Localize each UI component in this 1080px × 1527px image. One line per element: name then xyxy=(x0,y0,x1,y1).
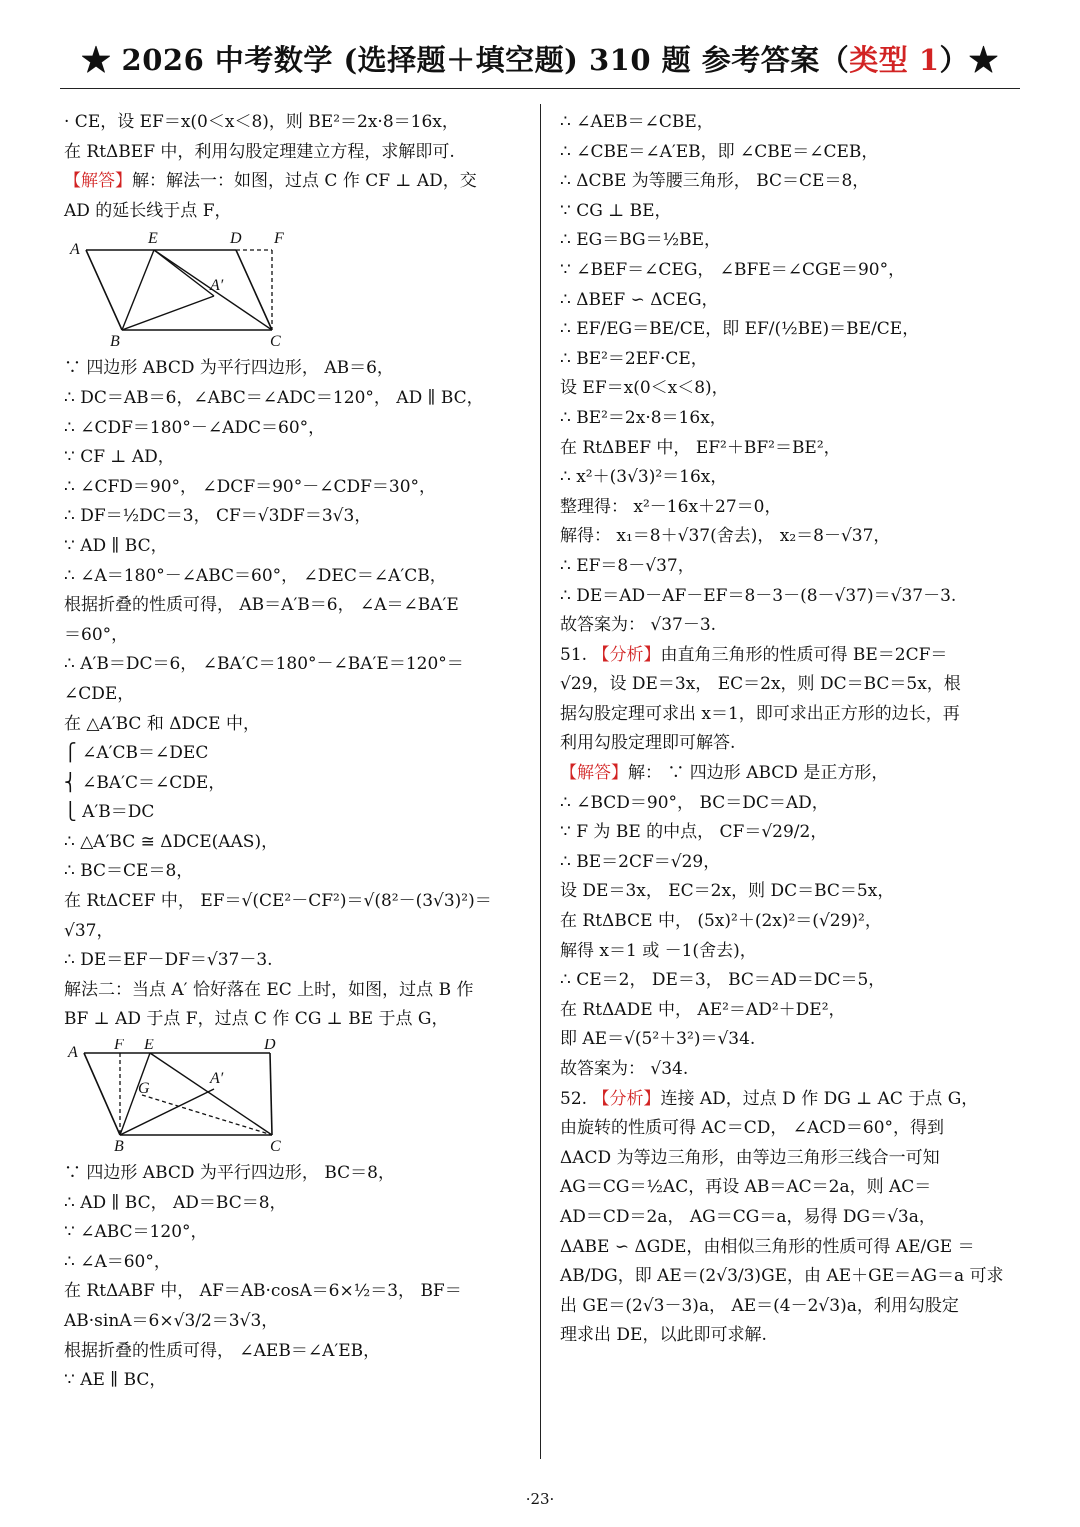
answer-line xyxy=(64,167,526,197)
solution-line: ∴ ∠CDF＝180°－∠ADC＝60°， xyxy=(64,417,326,438)
solution-line: ＝60°， xyxy=(64,624,129,645)
solution-line: ∴ ΔCBE 为等腰三角形， BC＝CE＝8， xyxy=(560,171,870,192)
fig2-label-a: A xyxy=(68,1044,78,1062)
header-rule xyxy=(60,88,1020,89)
solution-line: 在 RtΔBEF 中，利用勾股定理建立方程，求解即可. xyxy=(64,141,455,162)
q51-analysis-line: √29，设 DE＝3x， EC＝2x，则 DC＝BC＝5x，根 xyxy=(560,674,961,695)
q51-answer-line: 在 RtΔBCE 中， (5x)²＋(2x)²＝(√29)²， xyxy=(560,911,882,932)
q52-heading xyxy=(560,1085,1020,1115)
q52-analysis-lines xyxy=(560,1114,1020,1351)
q51-answer-line: ∴ ∠BCD＝90°， BC＝DC＝AD， xyxy=(560,792,829,813)
q52-analysis-tag: 【分析】 xyxy=(592,1088,661,1109)
solution-line: ⎩ A′B＝DC xyxy=(64,802,155,823)
q51-answer-line: 解得 x＝1 或 －1(舍去)， xyxy=(560,940,757,961)
q51-first-line: 由直角三角形的性质可得 BE＝2CF＝ xyxy=(660,644,948,665)
q51-answer-tag: 【解答】 xyxy=(560,763,628,784)
solution-line: ∠CDE， xyxy=(64,683,135,704)
solution-line: ∴ ∠AEB＝∠CBE， xyxy=(560,112,714,132)
fig1-label-e: E xyxy=(148,230,158,248)
solution-line: ∴ ∠CBE＝∠A′EB，即 ∠CBE＝∠CEB， xyxy=(560,141,879,162)
q51-analysis-line: 据勾股定理可求出 x＝1，即可求出正方形的边长，再 xyxy=(560,703,960,724)
solution-line: AD 的延长线于点 F， xyxy=(64,200,232,221)
solution-line: ∵ AD ∥ BC， xyxy=(64,535,168,556)
q51-heading xyxy=(560,641,1020,671)
q51-answer-first-line: 解： ∵ 四边形 ABCD 是正方形， xyxy=(628,763,889,784)
fig2-label-d: D xyxy=(264,1039,276,1054)
q51-number: 51. xyxy=(560,644,588,665)
left-lines-b xyxy=(64,197,526,227)
right-lines-a xyxy=(560,108,1020,641)
solution-line: AB·sinA＝6×√3/2＝3√3， xyxy=(64,1311,279,1331)
fig1-label-a: A xyxy=(70,241,80,259)
title-part2: ）★ xyxy=(939,43,999,77)
left-lines-a xyxy=(64,108,526,167)
solution-line: ∴ x²＋(3√3)²＝16x， xyxy=(560,467,728,488)
q52-first-line: 连接 AD，过点 D 作 DG ⊥ AC 于点 G， xyxy=(660,1088,979,1109)
solution-line: 故答案为： √37－3. xyxy=(560,615,717,636)
solution-line: 设 EF＝x(0＜x＜8)， xyxy=(560,378,729,399)
q52-analysis-line: AB/DG，即 AE＝(2√3/3)GE，由 AE＋GE＝AG＝a 可求 xyxy=(560,1266,1004,1287)
solution-line: ∴ EG＝BG＝½BE， xyxy=(560,230,721,251)
solution-line: ∴ DC＝AB＝6，∠ABC＝∠ADC＝120°， AD ∥ BC， xyxy=(64,387,484,408)
fig2-label-b: B xyxy=(114,1138,124,1154)
q52-analysis-line: 由旋转的性质可得 AC＝CD， ∠ACD＝60°，得到 xyxy=(560,1118,945,1139)
solution-line: 在 RtΔBEF 中， EF²＋BF²＝BE²， xyxy=(560,437,841,458)
solution-line: ∴ ∠CFD＝90°， ∠DCF＝90°－∠CDF＝30°， xyxy=(64,476,437,497)
q52-analysis-line: 理求出 DE，以此即可求解. xyxy=(560,1325,767,1346)
q51-answer-line: 设 DE＝3x， EC＝2x，则 DC＝BC＝5x， xyxy=(560,881,895,902)
solution-line: ∴ ∠A＝180°－∠ABC＝60°， ∠DEC＝∠A′CB， xyxy=(64,565,447,586)
solution-line: ∴ DE＝EF－DF＝√37－3. xyxy=(64,950,273,971)
solution-line: · CE，设 EF＝x(0＜x＜8)，则 BE²＝2x·8＝16x， xyxy=(64,112,459,132)
figure-parallelogram-2 xyxy=(64,1039,294,1153)
fig2-label-f: F xyxy=(114,1039,124,1054)
q52-number: 52. xyxy=(560,1088,588,1109)
fig1-label-a-prime: A′ xyxy=(210,277,224,295)
solution-line: ∴ ∠A＝60°， xyxy=(64,1251,171,1272)
fig1-label-c: C xyxy=(270,333,281,349)
q51-answer-line: ∴ CE＝2， DE＝3， BC＝AD＝DC＝5， xyxy=(560,970,886,991)
left-lines-d xyxy=(64,1159,526,1396)
solution-line: √37， xyxy=(64,920,114,941)
q51-answer-line: 在 RtΔADE 中， AE²＝AD²＋DE²， xyxy=(560,999,846,1020)
solution-line: 整理得： x²－16x＋27＝0， xyxy=(560,496,782,517)
q52-analysis-line: 出 GE＝(2√3－3)a， AE＝(4－2√3)a，利用勾股定 xyxy=(560,1295,959,1316)
solution-line: 解法二：当点 A′ 恰好落在 EC 上时，如图，过点 B 作 xyxy=(64,979,474,1000)
solution-line: ∴ EF/EG＝BE/CE，即 EF/(½BE)＝BE/CE， xyxy=(560,319,920,340)
answer-first-line: 解：解法一：如图，过点 C 作 CF ⊥ AD，交 xyxy=(132,171,477,192)
answer-tag: 【解答】 xyxy=(64,171,132,192)
solution-line: BF ⊥ AD 于点 F，过点 C 作 CG ⊥ BE 于点 G， xyxy=(64,1009,449,1030)
solution-line: ∴ BC＝CE＝8， xyxy=(64,861,194,882)
page-title xyxy=(60,38,1020,79)
q51-answer-line: ∵ F 为 BE 的中点， CF＝√29/2， xyxy=(560,822,828,843)
solution-line: 根据折叠的性质可得， AB＝A′B＝6， ∠A＝∠BA′E xyxy=(64,595,459,616)
q51-answer-heading xyxy=(560,759,1020,789)
solution-line: ∴ DE＝AD－AF－EF＝8－3－(8－√37)＝√37－3. xyxy=(560,585,957,606)
solution-line: ∴ AD ∥ BC， AD＝BC＝8， xyxy=(64,1192,287,1213)
q51-answer-line: 故答案为： √34. xyxy=(560,1059,689,1079)
fig1-label-d: D xyxy=(230,230,242,248)
solution-line: ∵ CF ⊥ AD， xyxy=(64,447,175,468)
solution-line: 在 RtΔABF 中， AF＝AB·cosA＝6×½＝3， BF＝ xyxy=(64,1281,462,1302)
solution-line: ∴ DF＝½DC＝3， CF＝√3DF＝3√3， xyxy=(64,506,372,527)
fig2-label-c: C xyxy=(270,1138,281,1154)
q52-analysis-line: ΔABE ∽ ΔGDE，由相似三角形的性质可得 AE/GE ＝ xyxy=(560,1236,975,1257)
q52-analysis-line: AG＝CG＝½AC，再设 AB＝AC＝2a，则 AC＝ xyxy=(560,1177,932,1198)
solution-line: 根据折叠的性质可得， ∠AEB＝∠A′EB， xyxy=(64,1340,381,1361)
column-divider xyxy=(540,104,541,1459)
fig2-label-g: G xyxy=(138,1080,150,1098)
fig2-label-a-prime: A′ xyxy=(210,1070,224,1088)
q52-analysis-line: ΔACD 为等边三角形，由等边三角形三线合一可知 xyxy=(560,1147,940,1168)
q51-answer-lines xyxy=(560,789,1020,1085)
fig2-label-e: E xyxy=(144,1039,154,1054)
q51-analysis-line: 利用勾股定理即可解答. xyxy=(560,733,736,754)
q51-answer-line: ∴ BE＝2CF＝√29， xyxy=(560,851,721,872)
solution-line: ⎨ ∠BA′C＝∠CDE， xyxy=(64,772,226,793)
solution-line: 在 △A′BC 和 ΔDCE 中， xyxy=(64,713,260,734)
solution-line: ∴ EF＝8－√37， xyxy=(560,555,695,576)
solution-line: ∴ ΔBEF ∽ ΔCEG， xyxy=(560,289,719,310)
solution-line: ∵ AE ∥ BC， xyxy=(64,1370,167,1391)
solution-line: ∵ 四边形 ABCD 为平行四边形， BC＝8， xyxy=(64,1163,395,1184)
solution-line: ∴ A′B＝DC＝6， ∠BA′C＝180°－∠BA′E＝120°＝ xyxy=(64,654,464,675)
solution-line: ∵ ∠BEF＝∠CEG， ∠BFE＝∠CGE＝90°， xyxy=(560,259,906,280)
title-part1: ★ 2026 中考数学 (选择题＋填空题) 310 题 参考答案（ xyxy=(81,43,850,77)
solution-line: ∵ CG ⊥ BE， xyxy=(560,200,672,221)
left-column xyxy=(64,108,526,1396)
q51-analysis-lines xyxy=(560,670,1020,759)
solution-line: 在 RtΔCEF 中， EF＝√(CE²－CF²)＝√(8²－(3√3)²)＝ xyxy=(64,891,492,912)
solution-line: ∵ 四边形 ABCD 为平行四边形， AB＝6， xyxy=(64,358,394,379)
solution-line: ∴ BE²＝2x·8＝16x， xyxy=(560,407,727,428)
fig1-label-b: B xyxy=(110,333,120,349)
q52-analysis-line: AD＝CD＝2a， AG＝CG＝a，易得 DG＝√3a， xyxy=(560,1206,936,1227)
left-lines-c xyxy=(64,354,526,1035)
q51-analysis-tag: 【分析】 xyxy=(592,644,661,665)
solution-line: ∴ BE²＝2EF·CE， xyxy=(560,348,708,369)
title-type: 类型 1 xyxy=(849,43,940,77)
figure-parallelogram-1 xyxy=(64,230,294,348)
solution-line: ∵ ∠ABC＝120°， xyxy=(64,1222,208,1243)
q51-answer-line: 即 AE＝√(5²＋3²)＝√34. xyxy=(560,1029,756,1050)
solution-line: 解得： x₁＝8＋√37(舍去)， x₂＝8－√37， xyxy=(560,526,891,547)
fig1-label-f: F xyxy=(274,230,284,248)
solution-line: ∴ △A′BC ≅ ΔDCE(AAS)， xyxy=(64,831,279,852)
solution-line: ⎧ ∠A′CB＝∠DEC xyxy=(64,743,209,764)
page-number: ·23· xyxy=(525,1490,555,1508)
right-column xyxy=(560,108,1020,1351)
